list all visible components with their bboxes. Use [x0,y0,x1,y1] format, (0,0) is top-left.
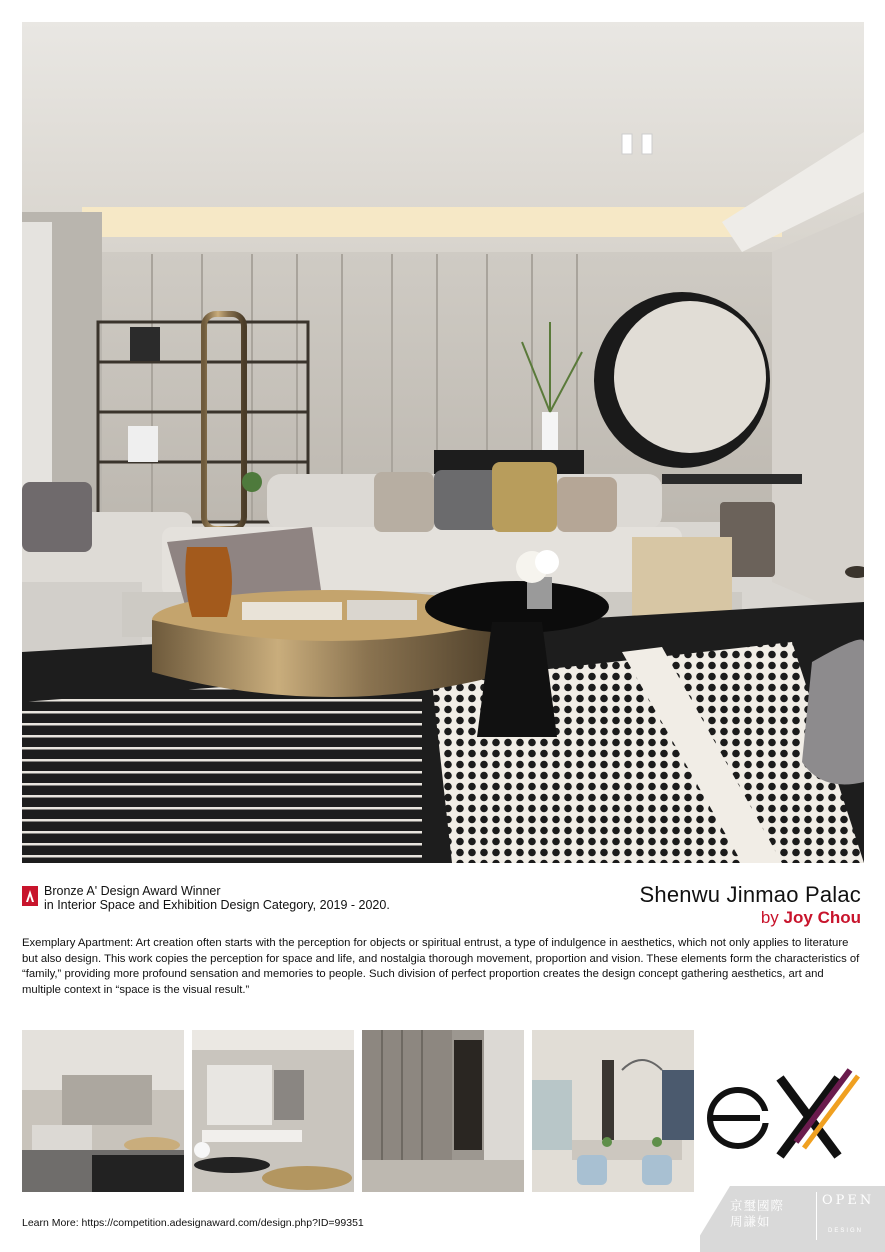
byline-prefix: by [760,908,779,927]
open-design-subtext: DESIGN [828,1228,864,1234]
firm-name-line1: 京璽國際 [730,1198,785,1213]
award-category: in Interior Space and Exhibition Design Category, 2019 - 2020. [44,898,390,912]
thumbnail-corridor-panels [362,1030,524,1192]
thumbnail-tv-wall [192,1030,354,1192]
badge-divider [816,1192,817,1240]
firm-name-line2: 周謙如 [730,1214,771,1229]
a-design-award-icon [22,886,38,906]
project-title-block [640,882,861,928]
award-text [44,884,390,912]
firm-badge [700,1186,885,1252]
project-title: Shenwu Jinmao Palac [639,882,861,907]
badge-slash [700,1186,730,1252]
firm-name-chinese [730,1198,784,1230]
hero-photo [22,22,864,863]
thumbnail-dining-room [532,1030,694,1192]
ex-logo [700,1056,864,1166]
award-block [22,884,462,916]
designer-byline [640,908,861,928]
learn-more-link[interactable]: Learn More: https://competition.adesignaward.com/design.php?ID=99351 [22,1217,364,1229]
designer-name: Joy Chou [783,908,861,927]
award-title: Bronze A' Design Award Winner [44,884,221,898]
open-design-logo: OPEN [822,1193,875,1208]
thumbnail-living-room-wide [22,1030,184,1192]
living-room-image [22,22,864,863]
project-description: Exemplary Apartment: Art creation often starts with the perception for objects or spiritual entrust, a type of indulgence in aesthetics, which not only applies to literature but also design. This work copies the perception for space and life, and nostalgia thorough movement, proportion and vision. These elements form the characteristics of “family,” providing more profound sensation and memories to people. Such division of perfect proportion creates the design concept gathering aesthetics, art and multiple context in “space is the visual result.” [22,937,860,996]
